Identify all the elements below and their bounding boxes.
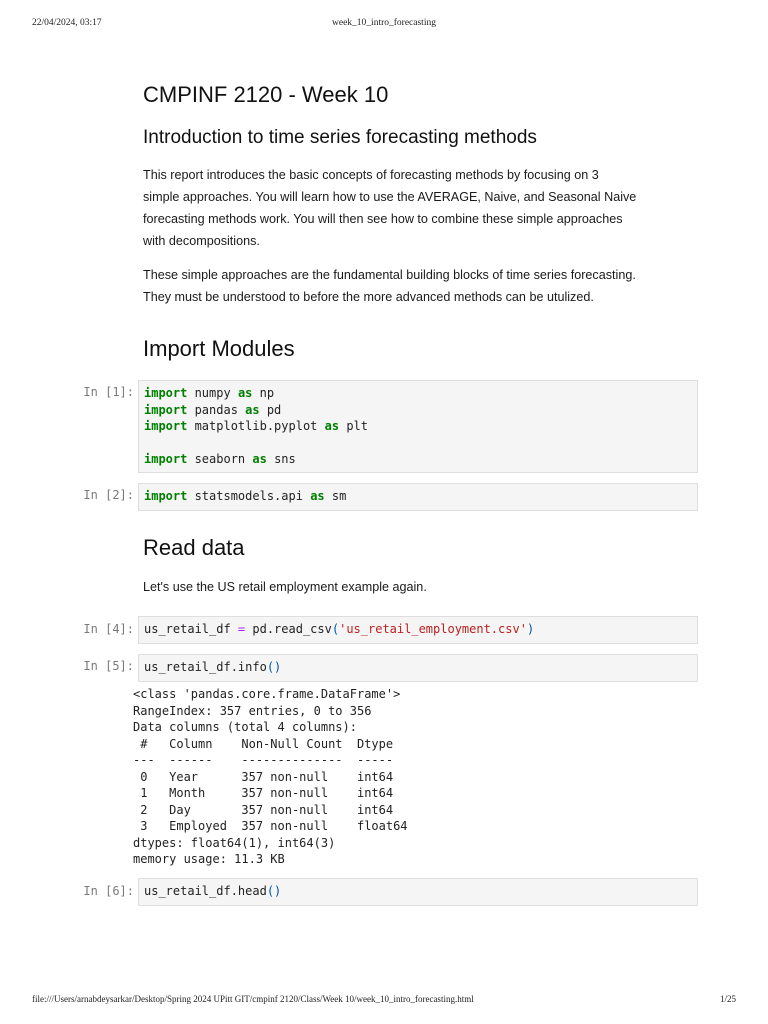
section-heading-read: Read data xyxy=(143,535,245,560)
code-cell-5[interactable] xyxy=(138,654,698,682)
print-file-path: file:///Users/arnabdeysarkar/Desktop/Spring 2024 UPitt GIT/cmpinf 2120/Class/Week 10/week_10_intro_forecasting.html xyxy=(32,994,474,1004)
intro-paragraph xyxy=(143,164,703,252)
cell-prompt: In [6]: xyxy=(83,884,134,898)
output-line: 0 Year 357 non-null int64 xyxy=(133,769,408,784)
info-output xyxy=(133,686,693,868)
section-heading-import: Import Modules xyxy=(143,336,295,361)
code-cell-4[interactable] xyxy=(138,616,698,644)
output-line: <class 'pandas.core.frame.DataFrame'> xyxy=(133,687,401,701)
page-subtitle: Introduction to time series forecasting methods xyxy=(143,127,537,148)
cell-prompt: In [2]: xyxy=(83,488,134,502)
print-datetime: 22/04/2024, 03:17 xyxy=(32,18,102,28)
code-line: us_retail_df = pd.read_csv('us_retail_employment.csv') xyxy=(144,622,535,636)
intro-line: forecasting methods work. You will then see how to combine these simple approaches xyxy=(143,212,623,226)
intro-line: simple approaches. You will learn how to use the AVERAGE, Naive, and Seasonal Naive xyxy=(143,190,637,204)
print-footer xyxy=(0,994,768,1008)
output-line: 1 Month 357 non-null int64 xyxy=(133,786,408,800)
intro-line: They must be understood to before the more advanced methods can be utulized. xyxy=(143,290,594,304)
print-header xyxy=(0,18,768,32)
output-line: # Column Non-Null Count Dtype xyxy=(133,736,408,751)
intro-line: with decompositions. xyxy=(143,234,260,248)
code-line: us_retail_df.info() xyxy=(144,660,282,674)
output-line: 3 Employed 357 non-null float64 xyxy=(133,819,408,833)
code-line: import matplotlib.pyplot as plt xyxy=(144,419,368,434)
output-line: --- ------ -------------- ----- xyxy=(133,753,408,767)
print-doc-title: week_10_intro_forecasting xyxy=(332,18,436,28)
output-line: memory usage: 11.3 KB xyxy=(133,852,285,866)
page-title: CMPINF 2120 - Week 10 xyxy=(143,82,389,107)
cell-prompt: In [5]: xyxy=(83,659,134,673)
cell-prompt: In [4]: xyxy=(83,622,134,636)
output-line: RangeIndex: 357 entries, 0 to 356 xyxy=(133,703,372,718)
read-data-text: Let's use the US retail employment example again. xyxy=(143,580,427,594)
code-line: import pandas as pd xyxy=(144,402,282,417)
code-line: import statsmodels.api as sm xyxy=(144,489,347,503)
code-line: import numpy as np xyxy=(144,386,275,400)
cell-prompt: In [1]: xyxy=(83,385,134,399)
code-line-blank xyxy=(144,435,692,452)
intro-paragraph-2 xyxy=(143,264,703,308)
code-line: us_retail_df.head() xyxy=(144,884,282,898)
output-line: 2 Day 357 non-null int64 xyxy=(133,802,408,817)
code-cell-1[interactable] xyxy=(138,380,698,473)
print-page-number: 1/25 xyxy=(719,994,736,1004)
output-line: Data columns (total 4 columns): xyxy=(133,720,357,734)
code-cell-2[interactable] xyxy=(138,483,698,511)
output-line: dtypes: float64(1), int64(3) xyxy=(133,835,336,850)
intro-line: This report introduces the basic concepts of forecasting methods by focusing on 3 xyxy=(143,168,599,182)
code-cell-6[interactable] xyxy=(138,878,698,906)
intro-line: These simple approaches are the fundamental building blocks of time series forecasting. xyxy=(143,268,636,282)
code-line: import seaborn as sns xyxy=(144,452,296,467)
